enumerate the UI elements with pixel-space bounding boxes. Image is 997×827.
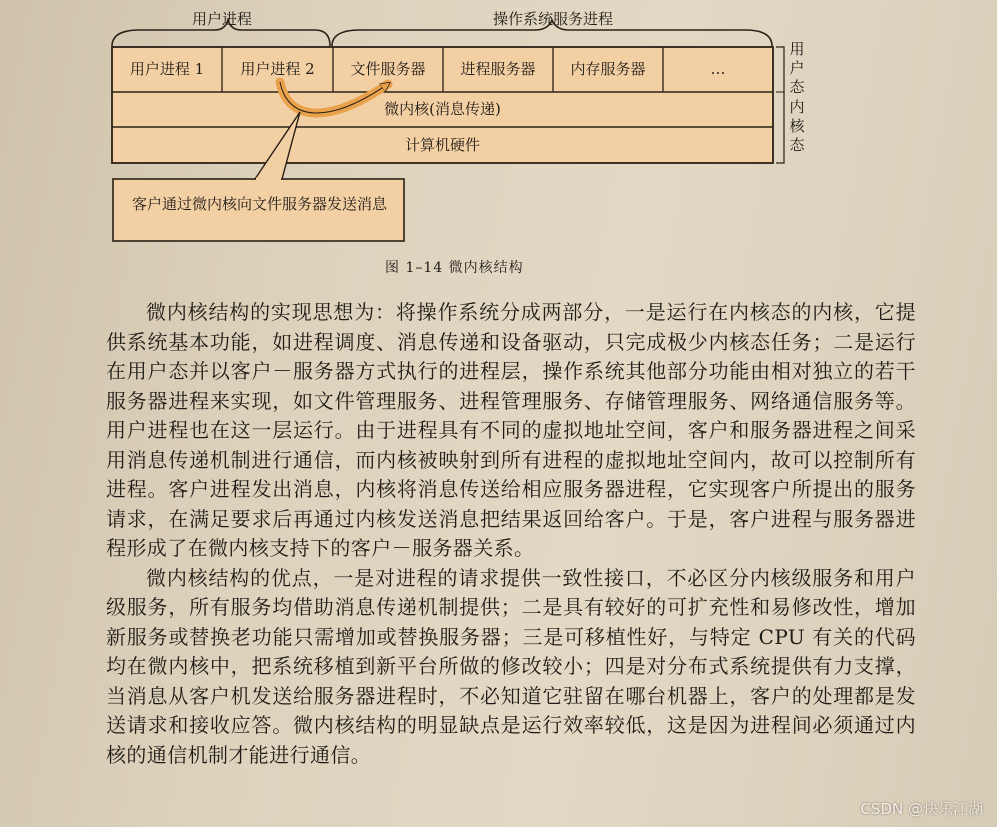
mode-bracket	[776, 47, 784, 163]
cell-user-process-1: 用户进程 1	[129, 60, 205, 78]
cell-memory-server: 内存服务器	[570, 60, 646, 78]
cell-ellipsis: …	[710, 60, 726, 78]
label-user-processes: 用户进程	[192, 10, 253, 28]
layer-hardware: 计算机硬件	[404, 136, 480, 154]
cell-user-process-2: 用户进程 2	[240, 60, 315, 78]
layer-microkernel: 微内核(消息传递)	[384, 100, 501, 118]
label-user-mode: 用户态	[789, 40, 805, 96]
body-text	[106, 298, 916, 770]
microkernel-figure	[0, 0, 997, 280]
label-os-service-processes: 操作系统服务进程	[493, 10, 614, 28]
paragraph-1: 微内核结构的实现思想为：将操作系统分成两部分，一是运行在内核态的内核，它提供系统基本功能，如进程调度、消息传递和设备驱动，只完成极少内核态任务；二是运行在用户态并以客户－服务器方式执行的进程层，操作系统其他部分功能由相对独立的若干服务器进程来实现，如文件管理服务、进程管理服务、存储管理服务、网络通信服务等。用户进程也在这一层运行。由于进程具有不同的虚拟地址空间，客户和服务器进程之间采用消息传递机制进行通信，而内核被映射到所有进程的虚拟地址空间内，故可以控制所有进程。客户进程发出消息，内核将消息传送给相应服务器进程，它实现客户所提出的服务请求，在满足要求后再通过内核发送消息把结果返回给客户。于是，客户进程与服务器进程形成了在微内核支持下的客户－服务器关系。	[106, 300, 916, 560]
callout-text: 客户通过微内核向文件服务器发送消息	[132, 195, 388, 213]
watermark: CSDN @快乐江湖	[860, 800, 983, 818]
paragraph-2: 微内核结构的优点，一是对进程的请求提供一致性接口，不必区分内核级服务和用户级服务，所有服务均借助消息传递机制提供；二是具有较好的可扩充性和易修改性，增加新服务或替换老功能只需增加或替换服务器；三是可移植性好，与特定 CPU 有关的代码均在微内核中，把系统移植到新平台所做的修改较小；四是对分布式系统提供有力支撑，当消息从客户机发送给服务器进程时，不必知道它驻留在哪台机器上，客户的处理都是发送请求和接收应答。微内核结构的明显缺点是运行效率较低，这是因为进程间必须通过内核的通信机制才能进行通信。	[106, 565, 916, 767]
cell-process-server: 进程服务器	[460, 60, 536, 78]
label-kernel-mode: 内核态	[789, 98, 805, 154]
figure-caption: 图 1–14 微内核结构	[385, 260, 524, 276]
cell-file-server: 文件服务器	[350, 60, 426, 78]
